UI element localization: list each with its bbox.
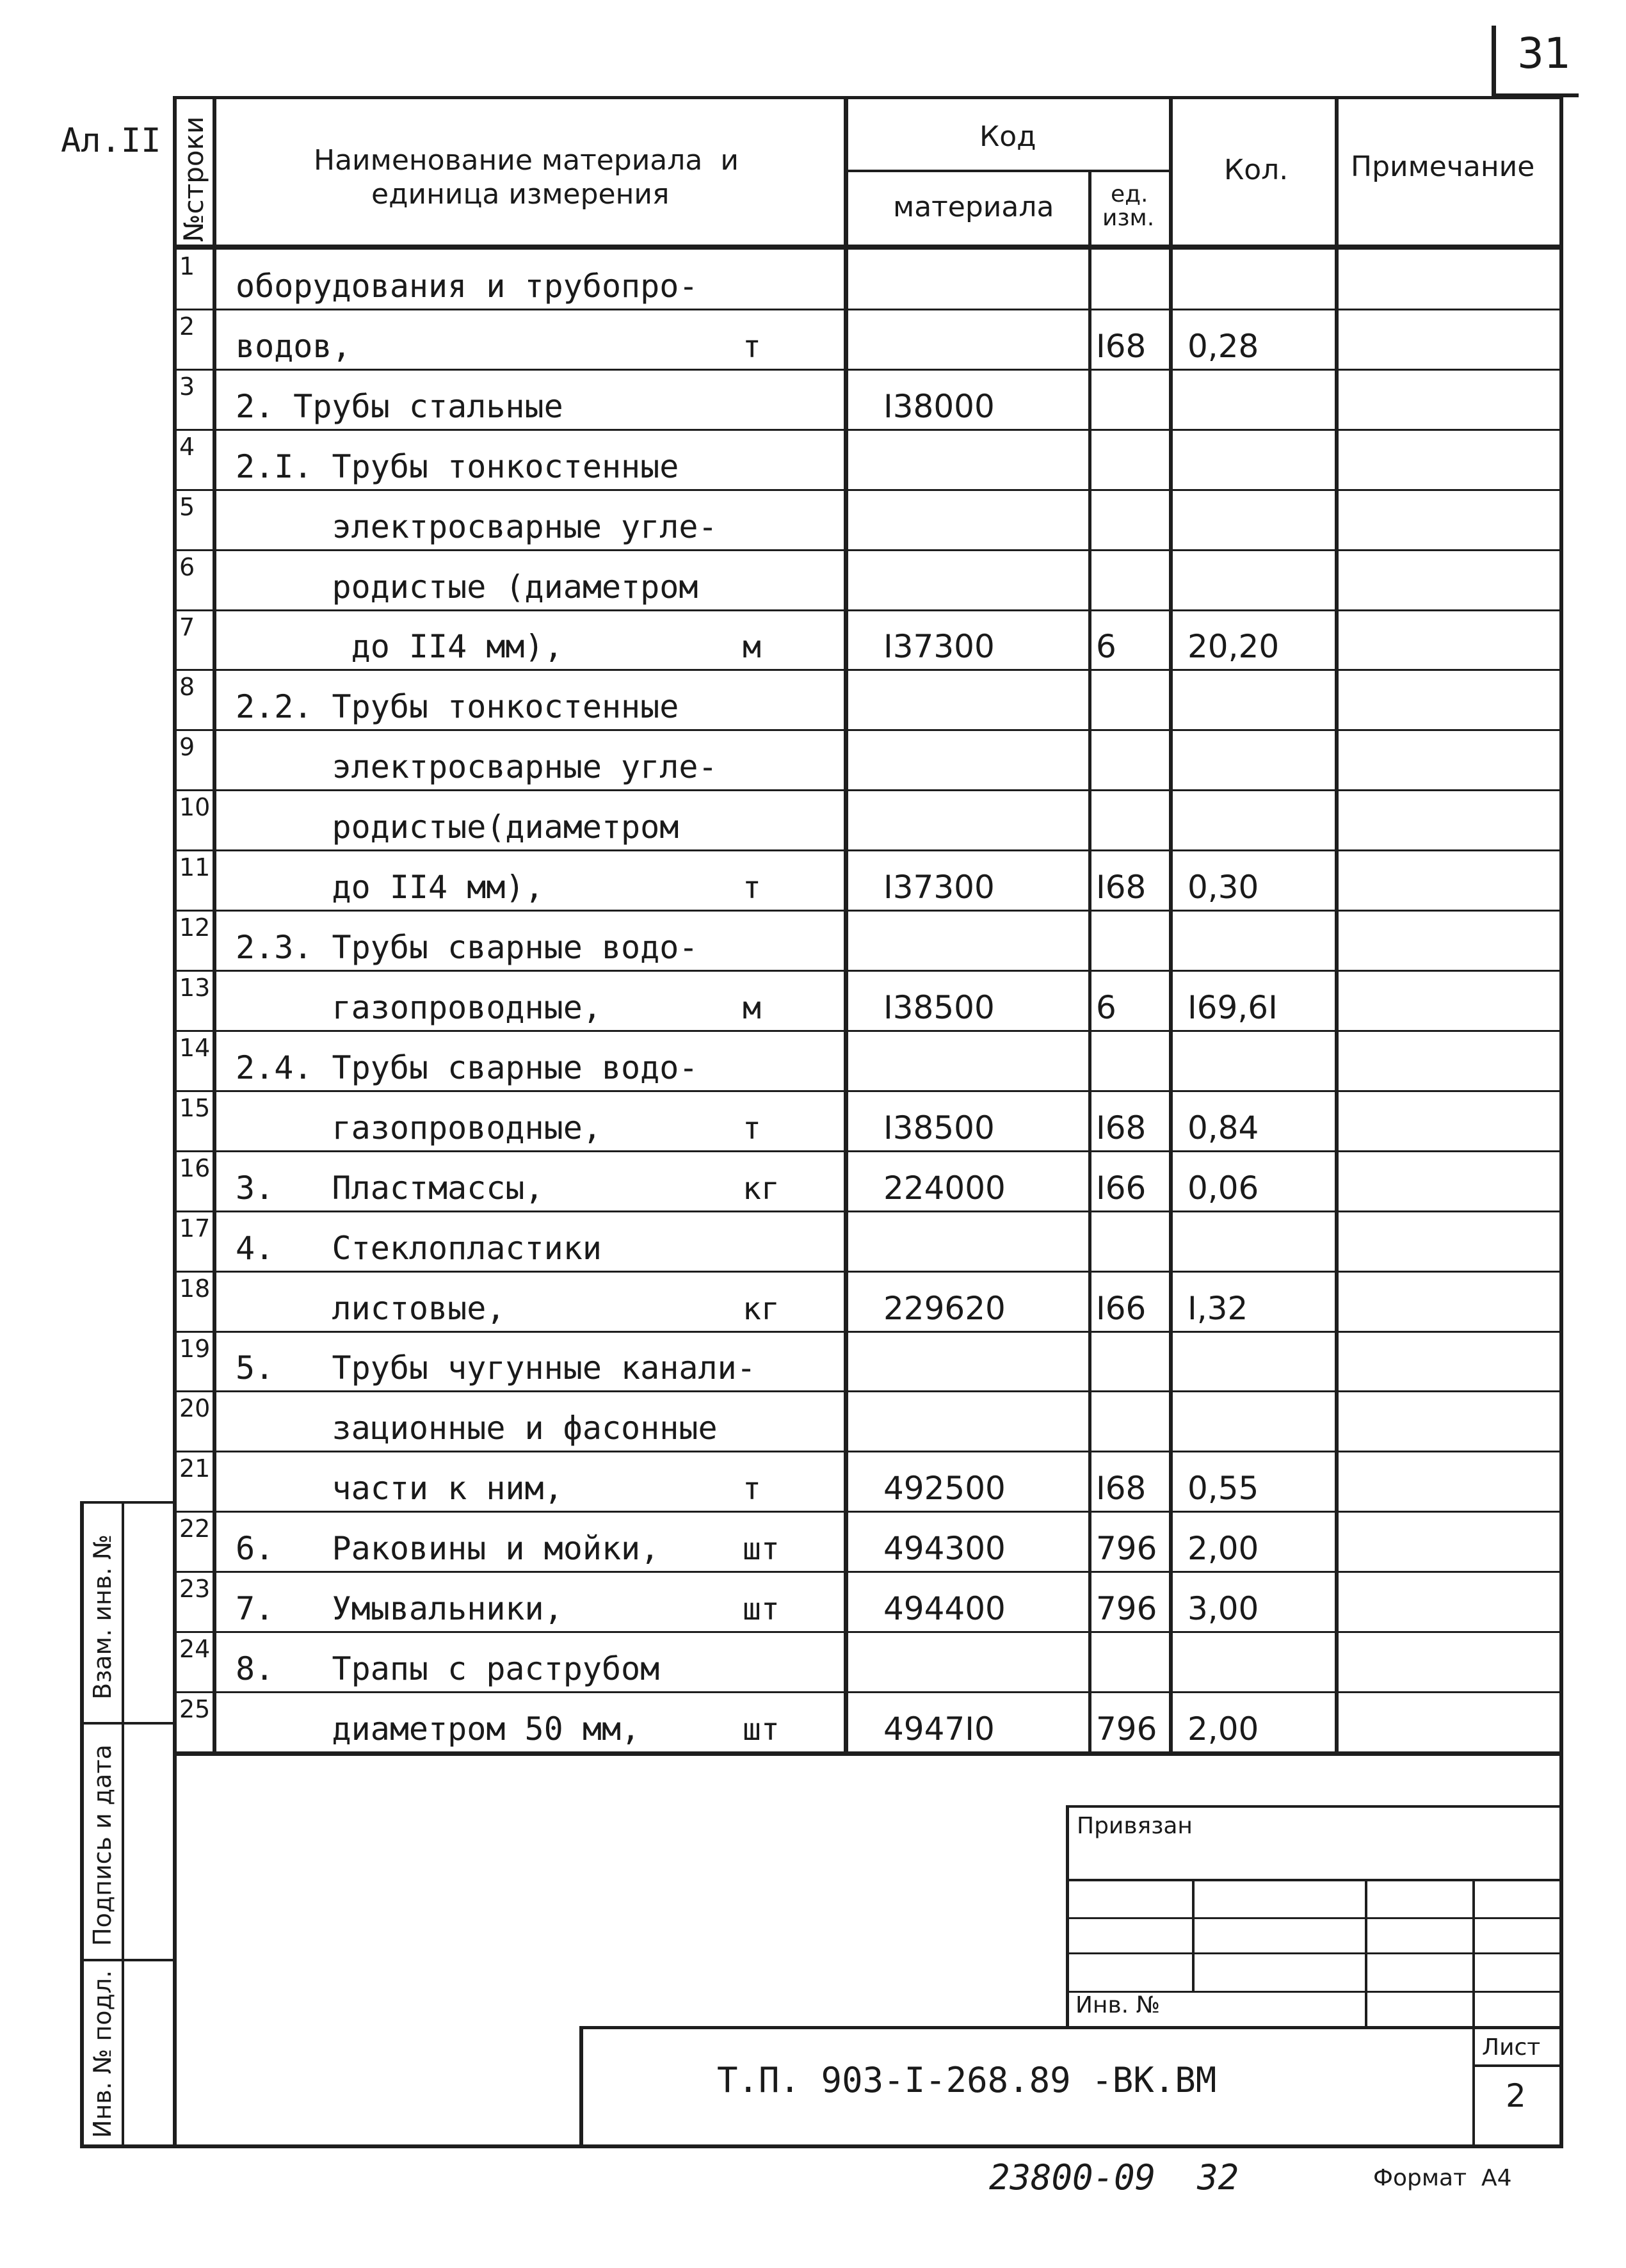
table-row	[173, 1572, 1563, 1632]
row-quantity: 0,55	[1187, 1470, 1259, 1508]
page-number: 31	[1517, 29, 1571, 78]
row-name: электросварные угле-	[236, 748, 718, 786]
table-row	[173, 1392, 1563, 1452]
row-quantity: 0,06	[1187, 1169, 1259, 1207]
row-name: электросварные угле-	[236, 508, 718, 545]
row-number: 25	[179, 1695, 211, 1724]
row-quantity: 0,30	[1187, 869, 1259, 906]
row-number: 15	[179, 1093, 211, 1122]
row-quantity: 2,00	[1187, 1530, 1259, 1568]
row-unit: т	[743, 870, 761, 906]
row-number: 11	[179, 853, 211, 882]
table-row	[173, 551, 1563, 611]
row-number: 20	[179, 1394, 211, 1423]
stamp-document-code: Т.П. 903-I-268.89 -ВК.ВМ	[717, 2060, 1217, 2100]
row-quantity: 3,00	[1187, 1590, 1259, 1628]
row-name: 6. Раковины и мойки,	[236, 1530, 660, 1568]
table-row	[173, 611, 1563, 671]
header-code: Код	[979, 120, 1036, 153]
row-number: 3	[179, 372, 195, 401]
row-quantity: 2,00	[1187, 1710, 1259, 1748]
row-unit-code: I68	[1096, 1470, 1147, 1508]
side-label-sign-date: Подпись и дата	[88, 1744, 117, 1946]
row-unit: шт	[743, 1711, 780, 1748]
row-number: 4	[179, 432, 195, 461]
row-unit-code: I68	[1096, 327, 1147, 365]
row-unit: шт	[743, 1591, 780, 1628]
table-row	[173, 1452, 1563, 1512]
table-row	[173, 1091, 1563, 1152]
row-name: диаметром 50 мм,	[236, 1710, 641, 1748]
stamp-inv-no-label: Инв. №	[1075, 1992, 1161, 2018]
row-number: 14	[179, 1033, 211, 1062]
row-name: зационные и фасонные	[236, 1410, 718, 1447]
stamp-attached-label: Привязан	[1077, 1813, 1193, 1839]
row-name: до II4 мм),	[236, 628, 563, 666]
stamp-sheet-value: 2	[1506, 2077, 1526, 2114]
row-name: 2.2. Трубы тонкостенные	[236, 688, 679, 726]
row-number: 5	[179, 492, 195, 521]
row-unit-code: 796	[1096, 1530, 1157, 1568]
row-name: 2. Трубы стальные	[236, 387, 563, 425]
table-row	[173, 1031, 1563, 1091]
row-unit: т	[743, 1110, 761, 1146]
row-quantity: 20,20	[1187, 628, 1280, 666]
row-number: 2	[179, 312, 195, 341]
table-row	[173, 670, 1563, 730]
row-material-code: 229620	[883, 1289, 1006, 1327]
table-row	[173, 791, 1563, 851]
row-material-code: I37300	[883, 869, 995, 906]
row-material-code: 494400	[883, 1590, 1006, 1628]
row-unit-code: 796	[1096, 1590, 1157, 1628]
table-row	[173, 1212, 1563, 1272]
row-name: родистые (диаметром	[236, 568, 698, 606]
row-material-code: I38500	[883, 1109, 995, 1146]
table-row	[173, 1693, 1563, 1753]
row-number: 9	[179, 733, 195, 762]
row-quantity: I69,6I	[1187, 988, 1278, 1026]
table-row	[173, 851, 1563, 911]
row-number: 1	[179, 252, 195, 280]
row-name: 3. Пластмассы,	[236, 1169, 544, 1207]
row-name: водов,	[236, 327, 351, 365]
format-label: Формат А4	[1373, 2165, 1512, 2191]
row-number: 16	[179, 1154, 211, 1182]
row-name: 7. Умывальники,	[236, 1590, 563, 1628]
row-unit: т	[743, 328, 761, 365]
row-material-code: 224000	[883, 1169, 1006, 1207]
row-material-code: 494300	[883, 1530, 1006, 1568]
row-name: 2.4. Трубы сварные водо-	[236, 1049, 698, 1086]
row-unit-code: 6	[1096, 628, 1116, 666]
row-number: 12	[179, 913, 211, 942]
table-row	[173, 1152, 1563, 1212]
row-unit-code: 796	[1096, 1710, 1157, 1748]
header-code-unit-2: изм.	[1102, 205, 1155, 231]
table-row	[173, 370, 1563, 430]
table-row	[173, 490, 1563, 551]
header-name-line2: единица измерения	[371, 178, 670, 211]
archive-number: 23800-09 32	[989, 2157, 1239, 2198]
row-name: 8. Трапы с раструбом	[236, 1650, 660, 1688]
album-label: Ал.II	[61, 122, 161, 160]
row-unit-code: I68	[1096, 869, 1147, 906]
header-code-unit-1: ед.	[1111, 181, 1148, 207]
row-number: 7	[179, 613, 195, 641]
header-name-line1: Наименование материала и	[314, 144, 739, 177]
row-unit: шт	[743, 1531, 780, 1568]
row-number: 21	[179, 1454, 211, 1483]
row-quantity: 0,28	[1187, 327, 1259, 365]
row-name: до II4 мм),	[236, 869, 544, 906]
row-number: 8	[179, 673, 195, 702]
row-unit-code: I68	[1096, 1109, 1147, 1146]
table-row	[173, 1272, 1563, 1332]
row-name: газопроводные,	[236, 1109, 602, 1146]
table-row	[173, 971, 1563, 1031]
row-unit: кг	[743, 1170, 780, 1207]
row-number: 23	[179, 1575, 211, 1604]
row-number: 24	[179, 1635, 211, 1664]
table-row	[173, 310, 1563, 370]
row-material-code: I37300	[883, 628, 995, 666]
table-row	[173, 911, 1563, 971]
row-unit: т	[743, 1471, 761, 1508]
row-name: родистые(диаметром	[236, 808, 679, 846]
row-unit: м	[743, 629, 761, 666]
row-name: 5. Трубы чугунные канали-	[236, 1349, 756, 1387]
row-material-code: I38000	[883, 387, 995, 425]
table-row	[173, 1632, 1563, 1693]
table-row	[173, 250, 1563, 310]
row-name: 2.3. Трубы сварные водо-	[236, 929, 698, 967]
row-number: 17	[179, 1214, 211, 1243]
table-row	[173, 730, 1563, 791]
row-number: 22	[179, 1515, 211, 1543]
row-name: оборудования и трубопро-	[236, 267, 698, 305]
header-note: Примечание	[1351, 150, 1535, 183]
row-name: 4. Стеклопластики	[236, 1229, 602, 1267]
table-row	[173, 1332, 1563, 1392]
row-number: 10	[179, 793, 211, 822]
row-number: 6	[179, 552, 195, 581]
row-quantity: I,32	[1187, 1289, 1248, 1327]
row-unit-code: I66	[1096, 1169, 1147, 1207]
header-row-number: №строки	[178, 116, 209, 242]
side-label-inv-replace: Взам. инв. №	[88, 1534, 117, 1700]
row-material-code: 4947I0	[883, 1710, 995, 1748]
row-unit: кг	[743, 1291, 780, 1327]
row-name: 2.I. Трубы тонкостенные	[236, 447, 679, 485]
row-unit-code: I66	[1096, 1289, 1147, 1327]
row-unit: м	[743, 990, 761, 1026]
row-name: части к ним,	[236, 1470, 563, 1508]
row-name: газопроводные,	[236, 988, 602, 1026]
row-name: листовые,	[236, 1289, 506, 1327]
row-unit-code: 6	[1096, 988, 1116, 1026]
table-row	[173, 430, 1563, 490]
header-quantity: Кол.	[1224, 154, 1289, 186]
header-code-material: материала	[893, 191, 1054, 223]
stamp-sheet-label: Лист	[1482, 2034, 1541, 2061]
table-row	[173, 1512, 1563, 1572]
row-number: 13	[179, 974, 211, 1002]
row-number: 18	[179, 1274, 211, 1303]
side-label-inv-orig: Инв. № подл.	[88, 1970, 117, 2138]
row-material-code: I38500	[883, 988, 995, 1026]
row-number: 19	[179, 1334, 211, 1363]
row-material-code: 492500	[883, 1470, 1006, 1508]
row-quantity: 0,84	[1187, 1109, 1259, 1146]
